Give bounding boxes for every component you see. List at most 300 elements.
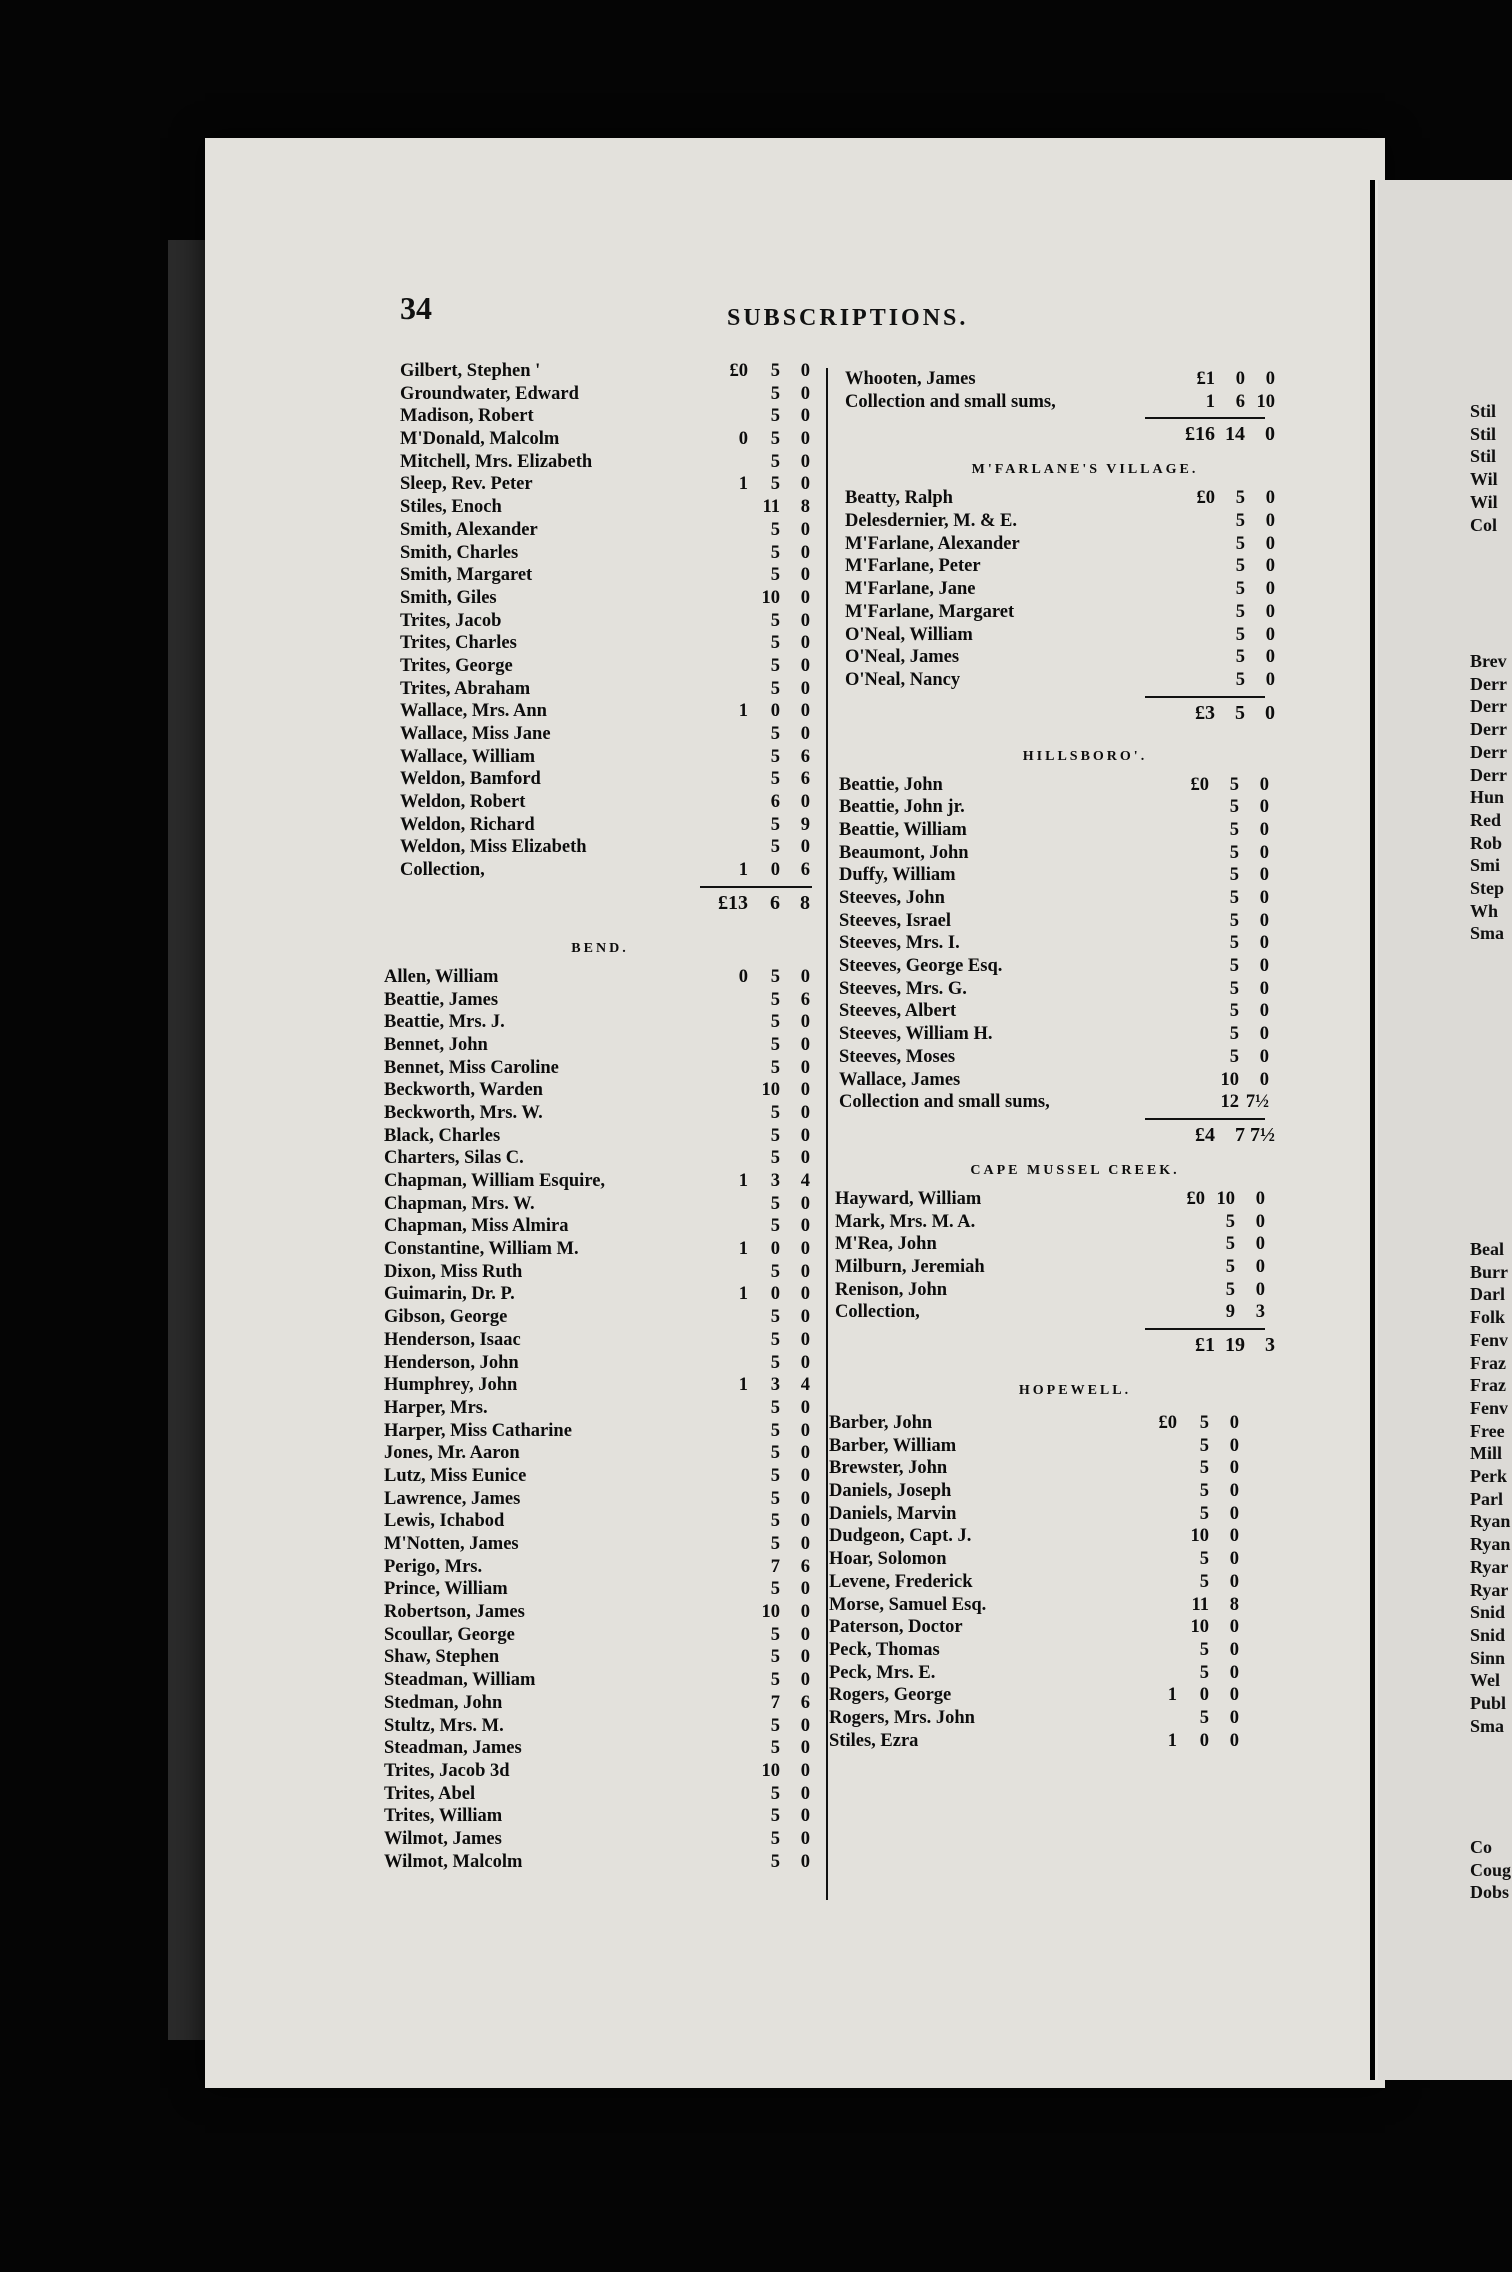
- amount-shillings: 5: [770, 655, 780, 676]
- amount-pence: 0: [1259, 1046, 1269, 1067]
- total-pence: 0: [1265, 701, 1275, 724]
- amount-pence: 0: [1259, 797, 1269, 818]
- amount-shillings: 5: [770, 1511, 780, 1532]
- amount-pence: 0: [800, 1080, 810, 1101]
- amount-shillings: 0: [770, 860, 780, 881]
- amount-pence: 0: [800, 1397, 810, 1418]
- total-pence: 7½: [1250, 1123, 1275, 1146]
- amount-shillings: 5: [770, 1193, 780, 1214]
- amount-pence: 7½: [1245, 1092, 1269, 1113]
- amount-pence: 0: [1259, 933, 1269, 954]
- amount-pence: 0: [1229, 1481, 1239, 1502]
- amount-shillings: 5: [770, 1352, 780, 1373]
- amount-shillings: 5: [770, 542, 780, 563]
- amount-pence: 0: [800, 474, 810, 495]
- amount-pence: 0: [1259, 888, 1269, 908]
- amount-pence: 0: [1265, 624, 1275, 645]
- amount-shillings: 5: [770, 1465, 780, 1486]
- subscriber-name: Sleep, Rev. Peter: [400, 474, 533, 495]
- subscription-row: [400, 428, 810, 451]
- amount-shillings: 5: [770, 989, 780, 1010]
- amount-shillings: 5: [770, 406, 780, 427]
- amount-shillings: 5: [770, 383, 780, 404]
- amount-pence: 0: [1259, 774, 1269, 795]
- subscriber-name: Rogers, Mrs. John: [829, 1707, 975, 1728]
- amount-shillings: 5: [1225, 1234, 1235, 1255]
- amount-shillings: 5: [1199, 1662, 1209, 1683]
- amount-shillings: 5: [770, 1443, 780, 1464]
- right-column: [829, 368, 1275, 1752]
- subscriber-name: Mitchell, Mrs. Elizabeth: [400, 451, 593, 472]
- subscriber-name: Constantine, William M.: [384, 1239, 579, 1260]
- adjacent-page-fragment: Darl: [1470, 1284, 1505, 1305]
- subscriber-name: Mark, Mrs. M. A.: [835, 1211, 976, 1232]
- amount-shillings: 5: [1229, 1024, 1239, 1045]
- amount-pence: 0: [800, 1352, 810, 1373]
- amount-pence: 6: [800, 746, 810, 767]
- subscription-row: [400, 746, 810, 769]
- amount-shillings: 5: [770, 1420, 780, 1441]
- subscription-row: [845, 601, 1275, 624]
- amount-shillings: 10: [761, 1080, 780, 1101]
- subscriber-name: Harper, Miss Catharine: [384, 1420, 572, 1441]
- subscription-row: [400, 610, 810, 633]
- subscriber-name: Wallace, William: [400, 746, 535, 767]
- amount-shillings: 0: [1199, 1730, 1209, 1751]
- amount-shillings: 3: [770, 1375, 780, 1396]
- subscriber-name: Brewster, John: [829, 1458, 948, 1479]
- amount-shillings: 5: [770, 1148, 780, 1169]
- subscriber-name: Jones, Mr. Aaron: [384, 1443, 520, 1464]
- amount-shillings: 5: [1235, 556, 1245, 577]
- amount-pence: 6: [800, 860, 810, 881]
- amount-shillings: 5: [770, 1102, 780, 1123]
- adjacent-page-fragment: Ryan: [1470, 1511, 1511, 1532]
- amount-pence: 0: [800, 1465, 810, 1486]
- amount-shillings: 5: [1225, 1211, 1235, 1232]
- amount-pence: 0: [800, 1511, 810, 1532]
- subscription-row: [384, 1306, 810, 1329]
- subscription-row: [829, 1435, 1265, 1458]
- amount-pence: 0: [1265, 511, 1275, 532]
- subscriber-name: Chapman, William Esquire,: [384, 1171, 606, 1191]
- section-total: [845, 701, 1275, 732]
- amount-shillings: 5: [770, 1670, 780, 1691]
- amount-pounds: 0: [738, 966, 748, 987]
- adjacent-page-fragment: Parl: [1470, 1488, 1503, 1509]
- subscriber-name: Stedman, John: [384, 1692, 503, 1713]
- adjacent-page-fragment: Brev: [1470, 651, 1507, 671]
- amount-pence: 0: [800, 1057, 810, 1078]
- adjacent-page-fragment: Stil: [1470, 423, 1497, 444]
- total-pounds: £4: [1195, 1123, 1215, 1146]
- amount-shillings: 10: [761, 1602, 780, 1623]
- subscription-row: [845, 624, 1275, 647]
- amount-pence: 0: [1229, 1549, 1239, 1570]
- subscriber-name: Barber, John: [829, 1413, 933, 1433]
- amount-shillings: 5: [770, 1534, 780, 1554]
- amount-pence: 0: [1229, 1639, 1239, 1660]
- subscription-row: [400, 859, 810, 882]
- amount-shillings: 5: [770, 474, 780, 495]
- subscription-row: [845, 510, 1275, 533]
- amount-pounds: 1: [738, 701, 748, 722]
- subscriber-name: Collection,: [835, 1302, 920, 1323]
- section-title-bend: BEND.: [571, 940, 629, 956]
- amount-pence: 0: [800, 383, 810, 404]
- amount-pounds: £1: [1196, 369, 1215, 389]
- subscriber-name: Steeves, Albert: [839, 1001, 957, 1022]
- subscriber-name: Levene, Frederick: [829, 1571, 973, 1592]
- adjacent-page-fragment: Dobs: [1470, 1882, 1510, 1903]
- subscriber-name: Beattie, William: [839, 819, 967, 840]
- adjacent-page-fragment: Step: [1470, 878, 1505, 898]
- subscriber-name: O'Neal, Nancy: [845, 669, 961, 690]
- adjacent-page-fragment: Free: [1470, 1420, 1505, 1441]
- subscription-row: [384, 1102, 810, 1125]
- subscription-row: [384, 1170, 810, 1193]
- subscription-row: [400, 791, 810, 814]
- amount-shillings: 5: [770, 1851, 780, 1872]
- subscriber-name: Peck, Thomas: [829, 1639, 940, 1660]
- adjacent-page-fragment: Snid: [1470, 1602, 1506, 1623]
- subscriber-name: Lewis, Ichabod: [384, 1511, 505, 1532]
- subscription-row: [839, 910, 1269, 933]
- amount-pence: 0: [800, 1239, 810, 1260]
- subscriber-name: Shaw, Stephen: [384, 1647, 500, 1668]
- subscription-row: [400, 473, 810, 496]
- subscription-row: [384, 1601, 810, 1624]
- amount-pounds: 1: [738, 1284, 748, 1305]
- subscriber-name: Chapman, Miss Almira: [384, 1216, 569, 1237]
- amount-pounds: 1: [738, 1239, 748, 1260]
- amount-pence: 0: [800, 655, 810, 676]
- amount-shillings: 10: [1190, 1617, 1209, 1638]
- subscriber-name: Gibson, George: [384, 1307, 508, 1328]
- subscriber-name: Wilmot, James: [384, 1828, 502, 1849]
- subscriber-name: Trites, Charles: [400, 633, 517, 654]
- amount-pounds: 1: [738, 860, 748, 881]
- amount-pence: 0: [800, 361, 810, 381]
- subscriber-name: Beattie, John: [839, 774, 943, 795]
- subscription-row: [835, 1233, 1265, 1256]
- subscriber-name: Bennet, Miss Caroline: [384, 1057, 559, 1078]
- subscription-row: [384, 1828, 810, 1851]
- amount-shillings: 5: [770, 451, 780, 472]
- subscription-row: [384, 1420, 810, 1443]
- subscriber-name: Perigo, Mrs.: [384, 1556, 483, 1577]
- adjacent-page-fragment: Mill: [1470, 1443, 1502, 1464]
- adjacent-page-fragment: Smi: [1470, 855, 1501, 876]
- amount-pounds: £0: [1186, 1188, 1205, 1209]
- adjacent-page-fragment: Fenv: [1470, 1329, 1508, 1350]
- adjacent-page-fragment: Sma: [1470, 1715, 1505, 1736]
- total-rule: [1145, 417, 1265, 419]
- amount-shillings: 5: [770, 1216, 780, 1237]
- subscriber-name: Henderson, Isaac: [384, 1329, 521, 1350]
- amount-shillings: 5: [770, 1488, 780, 1509]
- amount-pence: 0: [1259, 819, 1269, 840]
- subscriber-name: Humphrey, John: [384, 1375, 518, 1396]
- subscription-row: [384, 1261, 810, 1284]
- amount-pence: 0: [1229, 1458, 1239, 1479]
- subscription-row: [384, 1397, 810, 1420]
- subscriber-name: Paterson, Doctor: [829, 1617, 963, 1638]
- amount-shillings: 5: [1229, 819, 1239, 840]
- adjacent-page-fragment: Wh: [1470, 900, 1499, 921]
- subscriber-name: Trites, Abraham: [400, 678, 531, 699]
- subscriber-name: Rogers, George: [829, 1685, 952, 1706]
- amount-shillings: 5: [1199, 1549, 1209, 1570]
- amount-shillings: 5: [770, 361, 780, 381]
- amount-pence: 0: [800, 1851, 810, 1872]
- subscription-row: [400, 655, 810, 678]
- subscriber-name: Trites, William: [384, 1806, 503, 1827]
- subscriber-name: Steeves, Mrs. I.: [839, 933, 960, 954]
- subscriber-name: Weldon, Miss Elizabeth: [400, 837, 587, 858]
- total-pounds: £16: [1185, 423, 1215, 446]
- subscriber-name: Bennet, John: [384, 1034, 488, 1055]
- subscription-row: [384, 1624, 810, 1647]
- amount-shillings: 10: [1220, 1069, 1239, 1090]
- amount-shillings: 6: [770, 792, 780, 813]
- amount-pence: 0: [800, 1034, 810, 1055]
- subscriber-name: Peck, Mrs. E.: [829, 1662, 936, 1683]
- adjacent-page-fragment: Red: [1470, 809, 1501, 830]
- total-pence: 0: [1265, 423, 1275, 446]
- subscriber-name: Daniels, Joseph: [829, 1481, 952, 1502]
- total-pence: 8: [800, 891, 810, 914]
- total-rule: [700, 886, 812, 888]
- subscription-row: [839, 887, 1269, 910]
- amount-pence: 0: [1255, 1211, 1265, 1232]
- amount-pence: 0: [1259, 978, 1269, 999]
- subscription-row: [384, 1510, 810, 1533]
- amount-shillings: 5: [770, 1057, 780, 1078]
- amount-shillings: 5: [1229, 956, 1239, 977]
- subscriber-name: Beattie, John jr.: [839, 797, 965, 818]
- amount-pence: 0: [1265, 669, 1275, 690]
- amount-pence: 0: [1265, 647, 1275, 668]
- left-column: [384, 360, 810, 1873]
- amount-shillings: 5: [1229, 842, 1239, 863]
- amount-shillings: 5: [1225, 1256, 1235, 1277]
- amount-pence: 0: [800, 1783, 810, 1804]
- subscriber-name: Collection and small sums,: [845, 391, 1056, 412]
- amount-shillings: 5: [1199, 1571, 1209, 1592]
- subscription-row: [829, 1730, 1265, 1753]
- amount-shillings: 5: [1229, 1046, 1239, 1067]
- subscriber-name: Beckworth, Warden: [384, 1080, 543, 1101]
- subscriber-name: Beattie, James: [384, 989, 499, 1010]
- amount-shillings: 7: [770, 1556, 780, 1577]
- adjacent-page-fragment: Stil: [1470, 401, 1497, 421]
- subscriber-name: Dixon, Miss Ruth: [384, 1261, 523, 1282]
- amount-shillings: 5: [770, 724, 780, 744]
- subscriber-name: Weldon, Robert: [400, 792, 526, 813]
- subscription-row: [839, 864, 1269, 887]
- amount-pence: 0: [1255, 1279, 1265, 1300]
- amount-shillings: 5: [1225, 1279, 1235, 1300]
- adjacent-page-fragment: Publ: [1470, 1693, 1507, 1713]
- subscription-row: [384, 1851, 810, 1874]
- subscription-row: [845, 555, 1275, 578]
- subscription-row: [839, 796, 1269, 819]
- amount-pence: 0: [800, 1012, 810, 1033]
- amount-pence: 6: [800, 769, 810, 790]
- amount-pence: 0: [1229, 1503, 1239, 1524]
- subscription-row: [384, 1805, 810, 1828]
- amount-pence: 0: [1229, 1526, 1239, 1547]
- amount-shillings: 5: [770, 1715, 780, 1736]
- total-rule: [1145, 696, 1265, 698]
- subscription-row: [835, 1256, 1265, 1279]
- subscriber-name: M'Rea, John: [835, 1234, 937, 1255]
- subscriber-name: Steadman, William: [384, 1670, 536, 1691]
- amount-pence: 0: [800, 701, 810, 722]
- amount-pence: 0: [800, 1828, 810, 1849]
- total-pounds: £1: [1195, 1334, 1215, 1356]
- subscriber-name: Beckworth, Mrs. W.: [384, 1102, 543, 1123]
- subscription-row: [384, 1488, 810, 1511]
- amount-shillings: 5: [1229, 933, 1239, 954]
- subscriber-name: Steeves, William H.: [839, 1024, 993, 1045]
- subscription-row: [400, 451, 810, 474]
- subscription-row: [845, 487, 1275, 510]
- subscriber-name: Beatty, Ralph: [845, 488, 953, 509]
- amount-pence: 0: [800, 724, 810, 744]
- amount-shillings: 5: [1229, 774, 1239, 795]
- subscriber-name: Trites, Jacob: [400, 610, 502, 631]
- subscription-row: [835, 1211, 1265, 1234]
- amount-pence: 0: [1259, 956, 1269, 977]
- adjacent-page-fragment: Ryar: [1470, 1556, 1509, 1577]
- amount-shillings: 3: [770, 1171, 780, 1191]
- subscriber-name: Steeves, John: [839, 888, 945, 908]
- amount-shillings: 11: [1191, 1594, 1209, 1615]
- adjacent-page-fragment: Derr: [1470, 764, 1507, 785]
- subscriber-name: Stiles, Ezra: [829, 1730, 919, 1751]
- subscription-row: [384, 1352, 810, 1375]
- subscriber-name: M'Farlane, Margaret: [845, 601, 1015, 622]
- amount-pence: 0: [1229, 1413, 1239, 1433]
- amount-pence: 0: [800, 837, 810, 858]
- subscriber-name: Stultz, Mrs. M.: [384, 1715, 504, 1736]
- adjacent-page-fragment: Folk: [1470, 1307, 1506, 1328]
- amount-pounds: 1: [1167, 1685, 1177, 1706]
- amount-shillings: 5: [1199, 1413, 1209, 1433]
- amount-pence: 0: [800, 610, 810, 631]
- amount-pence: 0: [1229, 1685, 1239, 1706]
- amount-shillings: 5: [770, 1783, 780, 1804]
- subscriber-name: Milburn, Jeremiah: [835, 1256, 985, 1277]
- book-edge: [168, 240, 208, 2040]
- amount-pence: 4: [800, 1375, 810, 1396]
- subscriber-name: Guimarin, Dr. P.: [384, 1284, 515, 1305]
- amount-pence: 0: [1229, 1435, 1239, 1456]
- amount-pence: 0: [800, 966, 810, 987]
- amount-shillings: 5: [1229, 888, 1239, 908]
- amount-pence: 0: [800, 1624, 810, 1645]
- subscriber-name: Gilbert, Stephen ': [400, 361, 541, 381]
- section-total: [400, 891, 810, 922]
- subscriber-name: Barber, William: [829, 1435, 957, 1456]
- amount-shillings: 5: [770, 1307, 780, 1328]
- subscription-row: [384, 1329, 810, 1352]
- subscription-row: [384, 1556, 810, 1579]
- subscription-row: [400, 678, 810, 701]
- subscriber-name: M'Farlane, Jane: [845, 579, 976, 600]
- amount-pence: 3: [1255, 1302, 1265, 1323]
- subscription-row: [384, 1442, 810, 1465]
- subscription-row: [829, 1525, 1265, 1548]
- subscription-row: [829, 1548, 1265, 1571]
- subscription-row: [400, 814, 810, 837]
- page-number: 34: [400, 290, 432, 326]
- subscriber-name: Wilmot, Malcolm: [384, 1851, 523, 1872]
- subscription-row: [839, 1069, 1269, 1092]
- subscriber-name: Stiles, Enoch: [400, 497, 502, 518]
- section-title-cape-mussel-creek: CAPE MUSSEL CREEK.: [970, 1162, 1180, 1178]
- amount-pounds: £0: [1190, 774, 1209, 795]
- adjacent-page-fragment: Burr: [1470, 1261, 1508, 1282]
- subscriber-name: Scoullar, George: [384, 1624, 515, 1645]
- subscription-row: [845, 391, 1275, 414]
- amount-pence: 0: [800, 1443, 810, 1464]
- subscription-row: [839, 1000, 1269, 1023]
- total-pounds: £13: [718, 891, 748, 914]
- amount-pence: 0: [1265, 533, 1275, 554]
- subscriber-name: Trites, Abel: [384, 1783, 476, 1804]
- amount-pence: 8: [800, 497, 810, 518]
- subscription-row: [839, 1023, 1269, 1046]
- adjacent-page-fragment: Sinn: [1470, 1647, 1506, 1668]
- amount-shillings: 5: [1235, 533, 1245, 554]
- amount-pence: 6: [800, 1692, 810, 1713]
- amount-shillings: 5: [1235, 511, 1245, 532]
- subscription-row: [400, 632, 810, 655]
- amount-pence: 0: [800, 633, 810, 654]
- subscriber-name: Hoar, Solomon: [829, 1549, 947, 1570]
- amount-shillings: 5: [770, 1738, 780, 1759]
- subscriber-name: Smith, Margaret: [400, 565, 533, 586]
- amount-pence: 0: [800, 1307, 810, 1328]
- subscriber-name: Wallace, James: [839, 1069, 961, 1090]
- subscriber-name: Dudgeon, Capt. J.: [829, 1526, 972, 1547]
- subscription-row: [384, 1783, 810, 1806]
- amount-shillings: 5: [770, 610, 780, 631]
- section-title-hopewell: HOPEWELL.: [1018, 1383, 1132, 1398]
- amount-pence: 4: [800, 1171, 810, 1191]
- subscription-row: [845, 646, 1275, 669]
- subscriber-name: Allen, William: [384, 966, 499, 987]
- subscription-row: [829, 1412, 1265, 1435]
- amount-pence: 0: [800, 587, 810, 608]
- total-shillings: 19: [1225, 1334, 1245, 1356]
- amount-pence: 9: [800, 814, 810, 835]
- amount-pence: 0: [800, 406, 810, 427]
- adjacent-page-fragment: Hun: [1470, 787, 1505, 808]
- adjacent-page-fragment: Rob: [1470, 832, 1503, 853]
- subscription-row: [829, 1616, 1265, 1639]
- amount-shillings: 5: [1235, 647, 1245, 668]
- subscription-row: [384, 1079, 810, 1102]
- amount-shillings: 5: [1199, 1481, 1209, 1502]
- subscription-row: [829, 1594, 1265, 1617]
- amount-pence: 0: [800, 1193, 810, 1214]
- amount-shillings: 5: [770, 633, 780, 654]
- subscription-row: [384, 1034, 810, 1057]
